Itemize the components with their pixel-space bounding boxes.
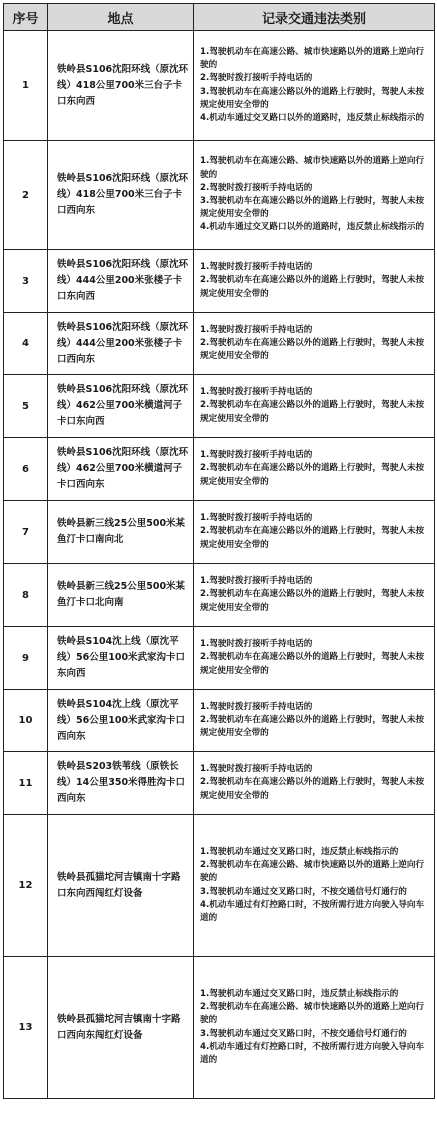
row-violations bbox=[194, 313, 435, 375]
row-location: 铁岭县S106沈阳环线（原沈环线）462公里700米横道河子卡口西向东 bbox=[48, 438, 194, 501]
violation-item: 3.驾驶机动车在高速公路以外的道路上行驶时，驾驶人未按规定使用安全带的 bbox=[200, 86, 425, 110]
violation-item: 3.驾驶机动车通过交叉路口时，不按交通信号灯通行的 bbox=[200, 1028, 407, 1039]
violation-item: 1.驾驶时拨打接听手持电话的 bbox=[200, 324, 313, 335]
violation-item: 3.驾驶机动车在高速公路以外的道路上行驶时，驾驶人未按规定使用安全带的 bbox=[200, 196, 425, 220]
table-row bbox=[4, 752, 435, 815]
violation-item: 2.驾驶机动车在高速公路以外的道路上行驶时，驾驶人未按规定使用安全带的 bbox=[200, 526, 425, 550]
violation-item: 2.驾驶机动车在高速公路以外的道路上行驶时，驾驶人未按规定使用安全带的 bbox=[200, 400, 425, 424]
violation-table bbox=[3, 3, 435, 1099]
row-location: 铁岭县S104沈上线（原沈平线）56公里100米武家沟卡口西向东 bbox=[48, 690, 194, 752]
row-violations bbox=[194, 564, 435, 627]
row-violations bbox=[194, 375, 435, 438]
violation-item: 2.驾驶机动车在高速公路以外的道路上行驶时，驾驶人未按规定使用安全带的 bbox=[200, 275, 425, 299]
table-row bbox=[4, 250, 435, 313]
violation-item: 1.驾驶时拨打接听手持电话的 bbox=[200, 387, 313, 398]
row-number: 3 bbox=[4, 250, 48, 313]
violation-item: 2.驾驶机动车在高速公路以外的道路上行驶时，驾驶人未按规定使用安全带的 bbox=[200, 652, 425, 676]
row-violations bbox=[194, 690, 435, 752]
violation-item: 1.驾驶机动车在高速公路、城市快速路以外的道路上逆向行驶的 bbox=[200, 156, 425, 180]
table-row bbox=[4, 141, 435, 250]
row-number: 11 bbox=[4, 752, 48, 815]
violation-item: 1.驾驶机动车在高速公路、城市快速路以外的道路上逆向行驶的 bbox=[200, 46, 425, 71]
row-number: 2 bbox=[4, 141, 48, 250]
violation-item: 1.驾驶时拨打接听手持电话的 bbox=[200, 764, 313, 775]
violation-item: 2.驾驶机动车在高速公路、城市快速路以外的道路上逆向行驶的 bbox=[200, 860, 425, 884]
row-violations bbox=[194, 250, 435, 313]
row-location: 铁岭县新三线25公里500米某鱼汀卡口北向南 bbox=[48, 564, 194, 627]
header-row bbox=[4, 4, 435, 31]
row-location: 铁岭县S106沈阳环线（原沈环线）462公里700米横道河子卡口东向西 bbox=[48, 375, 194, 438]
row-violations bbox=[194, 627, 435, 690]
violation-item: 2.驾驶机动车在高速公路以外的道路上行驶时，驾驶人未按规定使用安全带的 bbox=[200, 589, 425, 613]
row-location: 铁岭县S106沈阳环线（原沈环线）418公里700米三台子卡口西向东 bbox=[48, 141, 194, 250]
violation-item: 2.驾驶机动车在高速公路、城市快速路以外的道路上逆向行驶的 bbox=[200, 1002, 425, 1026]
row-number: 10 bbox=[4, 690, 48, 752]
violation-item: 4.机动车通过有灯控路口时，不按所需行进方向驶入导向车道的 bbox=[200, 1041, 425, 1065]
row-number: 12 bbox=[4, 815, 48, 957]
header-location: 地点 bbox=[48, 4, 194, 31]
table-row bbox=[4, 627, 435, 690]
violation-item: 1.驾驶时拨打接听手持电话的 bbox=[200, 262, 313, 273]
header-violation: 记录交通违法类别 bbox=[194, 4, 435, 31]
table-row bbox=[4, 31, 435, 141]
violation-item: 2.驾驶机动车在高速公路以外的道路上行驶时，驾驶人未按规定使用安全带的 bbox=[200, 777, 425, 801]
row-number: 13 bbox=[4, 957, 48, 1099]
row-number: 1 bbox=[4, 31, 48, 141]
table-row bbox=[4, 957, 435, 1099]
row-violations bbox=[194, 815, 435, 957]
row-location: 铁岭县S203铁苇线（原铁长线）14公里350米得胜沟卡口西向东 bbox=[48, 752, 194, 815]
violation-item: 2.驾驶机动车在高速公路以外的道路上行驶时，驾驶人未按规定使用安全带的 bbox=[200, 337, 425, 362]
row-violations bbox=[194, 31, 435, 141]
violation-item: 1.驾驶时拨打接听手持电话的 bbox=[200, 639, 313, 650]
row-location: 铁岭县S106沈阳环线（原沈环线）444公里200米张楼子卡口西向东 bbox=[48, 313, 194, 375]
violation-item: 1.驾驶时拨打接听手持电话的 bbox=[200, 513, 313, 524]
table-row bbox=[4, 501, 435, 564]
row-number: 4 bbox=[4, 313, 48, 375]
table-row bbox=[4, 564, 435, 627]
row-number: 6 bbox=[4, 438, 48, 501]
violation-item: 2.驾驶机动车在高速公路以外的道路上行驶时，驾驶人未按规定使用安全带的 bbox=[200, 714, 425, 739]
table-row bbox=[4, 690, 435, 752]
table-row bbox=[4, 438, 435, 501]
violation-item: 4.机动车通过交叉路口以外的道路时，违反禁止标线指示的 bbox=[200, 222, 425, 233]
row-number: 9 bbox=[4, 627, 48, 690]
violation-item: 1.驾驶时拨打接听手持电话的 bbox=[200, 450, 313, 461]
violation-item: 1.驾驶时拨打接听手持电话的 bbox=[200, 701, 313, 712]
table-row bbox=[4, 815, 435, 957]
row-number: 7 bbox=[4, 501, 48, 564]
violation-item: 2.驾驶时拨打接听手持电话的 bbox=[200, 182, 313, 193]
table-body bbox=[4, 31, 435, 1099]
row-violations bbox=[194, 141, 435, 250]
row-violations bbox=[194, 752, 435, 815]
row-location: 铁岭县S104沈上线（原沈平线）56公里100米武家沟卡口东向西 bbox=[48, 627, 194, 690]
violation-item: 2.驾驶时拨打接听手持电话的 bbox=[200, 73, 313, 84]
row-location: 铁岭县S106沈阳环线（原沈环线）444公里200米张楼子卡口东向西 bbox=[48, 250, 194, 313]
header-no: 序号 bbox=[4, 4, 48, 31]
violation-item: 4.机动车通过有灯控路口时，不按所需行进方向驶入导向车道的 bbox=[200, 899, 425, 923]
table-row bbox=[4, 313, 435, 375]
row-location: 铁岭县孤猫坨河吉镇南十字路口东向西闯红灯设备 bbox=[48, 815, 194, 957]
violation-item: 1.驾驶机动车通过交叉路口时，违反禁止标线指示的 bbox=[200, 846, 399, 857]
row-violations bbox=[194, 438, 435, 501]
table-row bbox=[4, 375, 435, 438]
row-number: 5 bbox=[4, 375, 48, 438]
violation-item: 4.机动车通过交叉路口以外的道路时，违反禁止标线指示的 bbox=[200, 112, 425, 123]
violation-item: 3.驾驶机动车通过交叉路口时，不按交通信号灯通行的 bbox=[200, 886, 407, 897]
row-location: 铁岭县孤猫坨河吉镇南十字路口西向东闯红灯设备 bbox=[48, 957, 194, 1099]
row-location: 铁岭县S106沈阳环线（原沈环线）418公里700米三台子卡口东向西 bbox=[48, 31, 194, 141]
violation-item: 2.驾驶机动车在高速公路以外的道路上行驶时，驾驶人未按规定使用安全带的 bbox=[200, 463, 425, 487]
row-location: 铁岭县新三线25公里500米某鱼汀卡口南向北 bbox=[48, 501, 194, 564]
row-violations bbox=[194, 957, 435, 1099]
row-violations bbox=[194, 501, 435, 564]
row-number: 8 bbox=[4, 564, 48, 627]
violation-item: 1.驾驶机动车通过交叉路口时，违反禁止标线指示的 bbox=[200, 988, 399, 999]
violation-item: 1.驾驶时拨打接听手持电话的 bbox=[200, 576, 313, 587]
